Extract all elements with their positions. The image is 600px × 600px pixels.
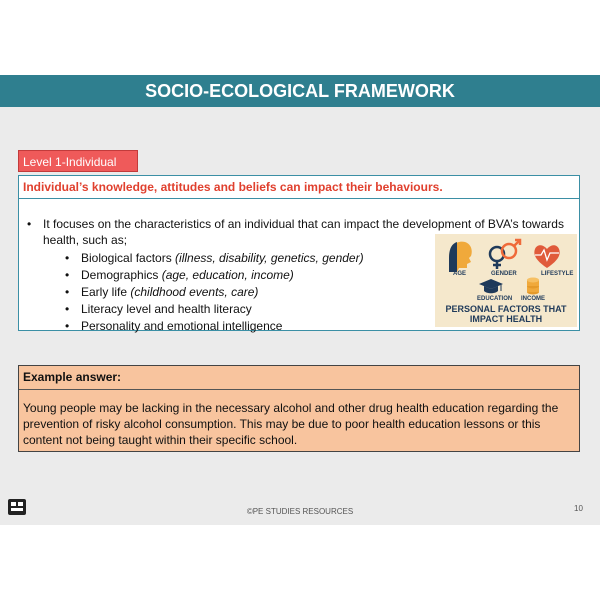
sub-bullet-early-life: • Early life (childhood events, care) xyxy=(65,284,570,301)
sub-bullet-demographics: • Demographics (age, education, income) xyxy=(65,267,570,284)
head-profile-icon xyxy=(449,242,472,272)
example-title: Example answer: xyxy=(23,370,122,384)
infographic-label-lifestyle: LIFESTYLE xyxy=(541,271,574,277)
sub-bullet-biological: • Biological factors (illness, disability, genetics, gender) xyxy=(65,250,570,267)
infographic-label-education: EDUCATION xyxy=(477,296,513,302)
coin-stack-icon xyxy=(527,278,539,295)
copyright-footer: ©PE STUDIES RESOURCES xyxy=(246,507,354,516)
infographic-label-gender: GENDER xyxy=(491,271,517,277)
infographic-title-line2: IMPACT HEALTH xyxy=(469,314,543,324)
slide xyxy=(0,75,600,525)
content-subtitle: Individual’s knowledge, attitudes and beliefs can impact their behaviours. xyxy=(23,180,443,194)
slide-title: SOCIO-ECOLOGICAL FRAMEWORK xyxy=(0,75,600,107)
content-divider xyxy=(19,198,579,199)
level-tag: Level 1-Individual xyxy=(18,150,138,172)
content-box xyxy=(18,175,580,331)
personal-factors-infographic xyxy=(435,234,577,327)
infographic-label-age: AGE xyxy=(453,271,467,277)
infographic-label-income: INCOME xyxy=(521,296,545,302)
gender-symbols-icon xyxy=(490,240,520,269)
page-number: 10 xyxy=(574,504,583,513)
graduation-cap-icon xyxy=(479,279,503,293)
example-answer-box xyxy=(18,365,580,452)
example-divider xyxy=(19,389,579,390)
heart-pulse-icon xyxy=(534,245,559,268)
sub-bullet-literacy: • Literacy level and health literacy xyxy=(65,301,570,318)
main-bullet: • It focuses on the characteristics of an individual that can impact the development of BVA’s towards health, such as; xyxy=(25,216,570,248)
example-text: Young people may be lacking in the necessary alcohol and other drug health education regarding the prevention of risky alcohol consumption. This may be due to poor health education lessons or this content not being taught within their specific school. xyxy=(23,401,559,447)
infographic-title-line1: PERSONAL FACTORS THAT xyxy=(445,304,567,314)
sub-bullet-personality: • Personality and emotional intelligence xyxy=(65,318,570,335)
